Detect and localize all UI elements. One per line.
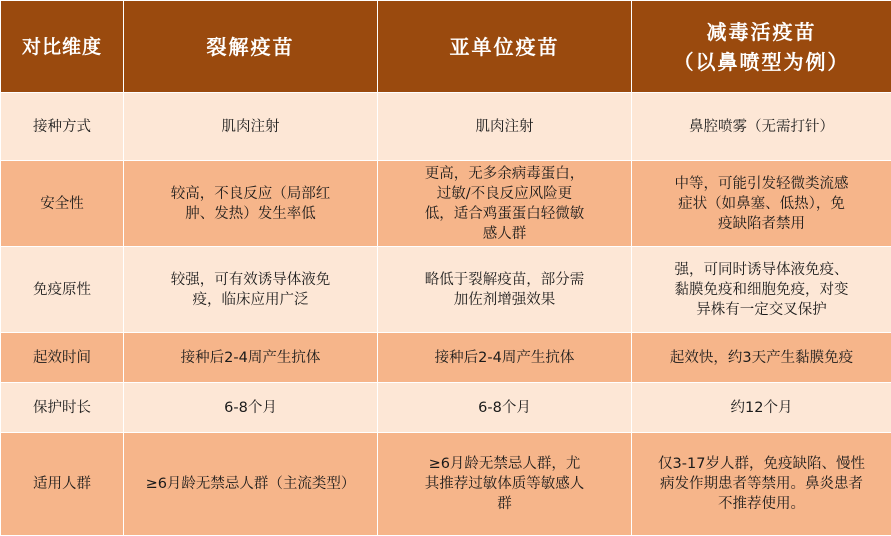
cell-line: 感人群 (386, 224, 623, 244)
cell-line: 病发作期患者等禁用。鼻炎患者 (640, 474, 883, 494)
cell-subunit (378, 93, 632, 161)
cell-line: 较高，不良反应（局部红 (132, 184, 369, 204)
cell-line: 接种后2-4周产生抗体 (386, 348, 623, 368)
cell-line: ≥6月龄无禁忌人群（主流类型） (132, 474, 369, 494)
cell-line: 约12个月 (640, 398, 883, 418)
cell-split (124, 433, 378, 536)
cell-live (632, 333, 891, 383)
cell-line: 略低于裂解疫苗，部分需 (386, 270, 623, 290)
row-label: 保护时长 (1, 383, 124, 433)
cell-subunit (378, 333, 632, 383)
cell-line: ≥6月龄无禁忌人群，尤 (386, 454, 623, 474)
cell-line: 症状（如鼻塞、低热），免 (640, 194, 883, 214)
table-header-row (1, 1, 891, 93)
cell-subunit (378, 433, 632, 536)
cell-live (632, 93, 891, 161)
cell-subunit (378, 161, 632, 247)
cell-live (632, 247, 891, 333)
header-subunit-vaccine: 亚单位疫苗 (378, 1, 632, 93)
cell-split (124, 383, 378, 433)
row-label: 起效时间 (1, 333, 124, 383)
cell-line: 群 (386, 494, 623, 514)
cell-split (124, 333, 378, 383)
cell-subunit (378, 383, 632, 433)
cell-split (124, 247, 378, 333)
cell-split (124, 93, 378, 161)
header-col3-line1: 减毒活疫苗 (640, 17, 883, 47)
table-row (1, 247, 891, 333)
cell-line: 肿、发热）发生率低 (132, 204, 369, 224)
cell-subunit (378, 247, 632, 333)
table-row (1, 433, 891, 536)
table-row (1, 383, 891, 433)
cell-live (632, 161, 891, 247)
cell-line: 仅3-17岁人群，免疫缺陷、慢性 (640, 454, 883, 474)
row-label: 安全性 (1, 161, 124, 247)
row-label: 适用人群 (1, 433, 124, 536)
cell-line: 低，适合鸡蛋蛋白轻微敏 (386, 204, 623, 224)
cell-split (124, 161, 378, 247)
table-row (1, 93, 891, 161)
cell-line: 其推荐过敏体质等敏感人 (386, 474, 623, 494)
cell-line: 过敏/不良反应风险更 (386, 184, 623, 204)
cell-line: 肌肉注射 (386, 117, 623, 137)
header-dimension: 对比维度 (1, 1, 124, 93)
cell-line: 强，可同时诱导体液免疫、 (640, 260, 883, 280)
header-live-attenuated-vaccine (632, 1, 891, 93)
header-col3-line2: （以鼻喷型为例） (640, 47, 883, 77)
cell-live (632, 383, 891, 433)
table-row (1, 161, 891, 247)
table-row (1, 333, 891, 383)
cell-line: 异株有一定交叉保护 (640, 300, 883, 320)
cell-live (632, 433, 891, 536)
cell-line: 中等，可能引发轻微类流感 (640, 174, 883, 194)
cell-line: 接种后2-4周产生抗体 (132, 348, 369, 368)
cell-line: 不推荐使用。 (640, 494, 883, 514)
cell-line: 较强，可有效诱导体液免 (132, 270, 369, 290)
cell-line: 疫缺陷者禁用 (640, 214, 883, 234)
cell-line: 更高，无多余病毒蛋白， (386, 164, 623, 184)
cell-line: 黏膜免疫和细胞免疫，对变 (640, 280, 883, 300)
cell-line: 肌肉注射 (132, 117, 369, 137)
header-split-vaccine: 裂解疫苗 (124, 1, 378, 93)
cell-line: 起效快，约3天产生黏膜免疫 (640, 348, 883, 368)
row-label: 免疫原性 (1, 247, 124, 333)
cell-line: 6-8个月 (132, 398, 369, 418)
cell-line: 鼻腔喷雾（无需打针） (640, 117, 883, 137)
cell-line: 加佐剂增强效果 (386, 290, 623, 310)
row-label: 接种方式 (1, 93, 124, 161)
cell-line: 6-8个月 (386, 398, 623, 418)
cell-line: 疫，临床应用广泛 (132, 290, 369, 310)
